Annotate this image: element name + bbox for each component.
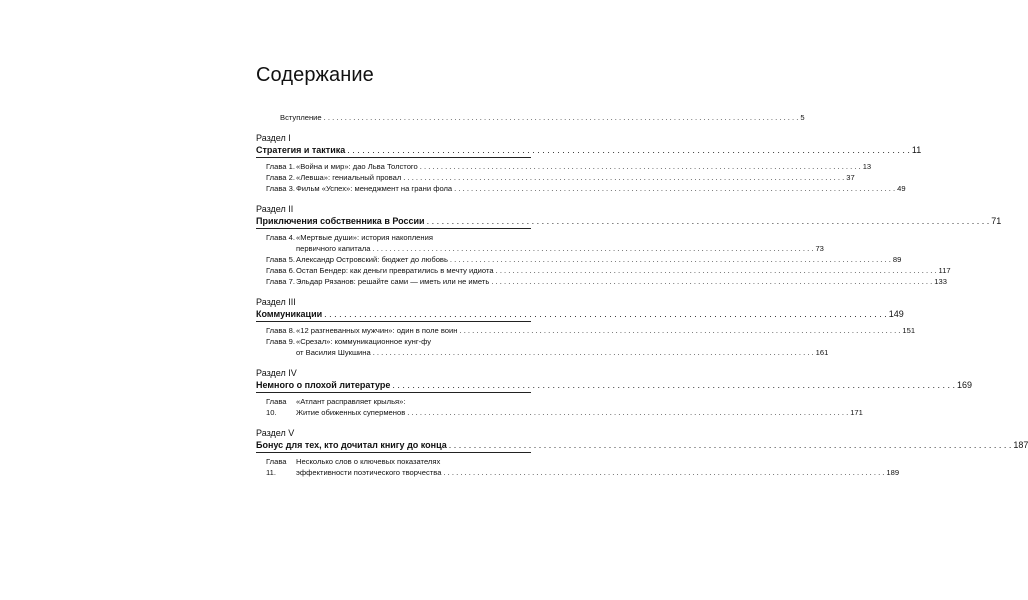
chapter-page: 151 [902,326,916,335]
chapter-body [296,396,863,418]
section-label: Раздел II [256,204,294,214]
chapter-body [296,336,828,358]
chapter-title-text: эффективности поэтического творчества [296,468,442,477]
chapter-title-line [296,396,863,407]
section-title: Стратегия и тактика [256,145,346,155]
chapter-number: Глава 5. [266,255,295,264]
toc-sections [256,132,1028,478]
section-page: 169 [957,380,973,390]
chapter-number: Глава 10. [266,397,287,417]
chapter-page: 189 [886,468,900,477]
chapter-body [296,265,951,276]
chapter-number: Глава 2. [266,173,295,182]
toc-intro-page: 5 [800,113,805,122]
section-divider [256,452,531,453]
chapter-title-line [296,347,828,358]
chapter-number: Глава 1. [266,162,295,171]
section-page: 149 [888,309,904,319]
section-title: Приключения собственника в России [256,216,425,226]
dot-leader [392,379,955,391]
chapter-entry[interactable] [256,183,906,194]
chapter-title-text: Житие обиженных суперменов [296,408,406,417]
chapter-entry[interactable] [256,254,902,265]
chapter-body [296,183,906,194]
chapter-title-line [296,161,871,172]
chapter-title-line [296,336,828,347]
section-divider [256,392,531,393]
chapter-number: Глава 11. [266,457,287,477]
chapter-entry[interactable] [256,456,900,478]
section-divider [256,228,531,229]
dot-leader [347,144,910,156]
toc-intro-label: Вступление [280,113,322,122]
dot-leader [403,172,844,183]
dot-leader [449,439,1012,451]
section-title-entry[interactable] [256,144,922,156]
chapter-title-line [296,243,824,254]
chapter-title-line [296,325,915,336]
chapter-title-text: Несколько слов о ключевых показателях [296,457,441,466]
dot-leader [324,308,887,320]
chapter-number: Глава 8. [266,326,295,335]
chapter-body [296,232,824,254]
section-title: Немного о плохой литературе [256,380,391,390]
chapter-page: 171 [850,408,863,417]
chapter-body [296,254,901,265]
chapter-title-text: «Атлант расправляет крылья»: [296,397,406,406]
section-label: Раздел IV [256,368,297,378]
section-label: Раздел III [256,297,296,307]
section-label: Раздел V [256,428,295,438]
chapter-entry[interactable] [256,396,863,418]
section-title-entry[interactable] [256,379,973,391]
page-title: Содержание [256,64,374,86]
chapter-body [296,456,899,478]
section-page: 11 [911,145,922,155]
chapter-entry[interactable] [256,172,855,183]
section-divider [256,157,531,158]
chapter-entry[interactable] [256,325,916,336]
chapter-title-text: Остап Бендер: как деньги превратились в мечту идиота [296,266,494,275]
chapter-body [296,172,855,183]
chapter-page: 89 [892,255,902,264]
chapter-page: 13 [862,162,872,171]
chapter-title-line [296,407,863,418]
chapter-title-text: первичного капитала [296,244,371,253]
dot-leader [407,407,848,418]
chapter-title-text: Эльдар Рязанов: решайте сами — иметь или не иметь [296,277,490,286]
chapter-title-text: «Срезал»: коммуникационное кунг-фу [296,337,432,346]
dot-leader [491,276,932,287]
chapter-number: Глава 9. [266,337,295,346]
chapter-title-text: Фильм «Успех»: менеджмент на грани фола [296,184,453,193]
chapter-page: 133 [934,277,947,286]
chapter-entry[interactable] [256,265,951,276]
chapter-title-text: от Василия Шукшина [296,348,371,357]
chapter-title-line [296,254,901,265]
dot-leader [450,254,891,265]
section-title: Коммуникации [256,309,323,319]
chapter-body [296,325,915,336]
section-title: Бонус для тех, кто дочитал книгу до конца [256,440,447,450]
chapter-number: Глава 3. [266,184,295,193]
chapter-page: 49 [897,184,906,193]
section-title-entry[interactable] [256,215,1002,227]
section-title-entry[interactable] [256,308,904,320]
chapter-title-text: «Левша»: гениальный провал [296,173,402,182]
dot-leader [373,347,814,358]
chapter-title-line [296,467,899,478]
dot-leader [427,215,990,227]
chapter-title-line [296,183,906,194]
section-label: Раздел I [256,133,291,143]
chapter-entry[interactable] [256,276,947,287]
chapter-page: 117 [938,266,951,275]
chapter-number: Глава 7. [266,277,295,286]
chapter-number: Глава 4. [266,233,295,242]
chapter-title-text: «12 разгневанных мужчин»: один в поле воин [296,326,458,335]
chapter-body [296,276,947,287]
chapter-title-line [296,265,951,276]
dot-leader [324,112,799,123]
section-title-entry[interactable] [256,439,1028,451]
chapter-page: 37 [846,173,855,182]
chapter-entry[interactable] [256,336,829,358]
chapter-page: 161 [815,348,829,357]
chapter-title-line [296,456,899,467]
dot-leader [454,183,895,194]
chapter-title-line [296,276,947,287]
chapter-title-text: Александр Островский: бюджет до любовь [296,255,448,264]
dot-leader [420,161,861,172]
chapter-body [296,161,871,172]
toc-intro-entry[interactable] [256,112,805,123]
chapter-entry[interactable] [256,232,824,254]
section-page: 187 [1013,440,1028,450]
chapter-page: 73 [815,244,824,253]
section-page: 71 [991,216,1002,226]
chapter-title-text: «Война и мир»: дао Льва Толстого [296,162,418,171]
dot-leader [496,265,937,276]
section-divider [256,321,531,322]
dot-leader [443,467,884,478]
dot-leader [459,325,900,336]
chapter-title-line [296,232,824,243]
chapter-entry[interactable] [256,161,872,172]
dot-leader [372,243,813,254]
chapter-number: Глава 6. [266,266,295,275]
table-of-contents [256,112,1028,478]
chapter-title-line [296,172,855,183]
chapter-title-text: «Мертвые души»: история накопления [296,233,433,242]
